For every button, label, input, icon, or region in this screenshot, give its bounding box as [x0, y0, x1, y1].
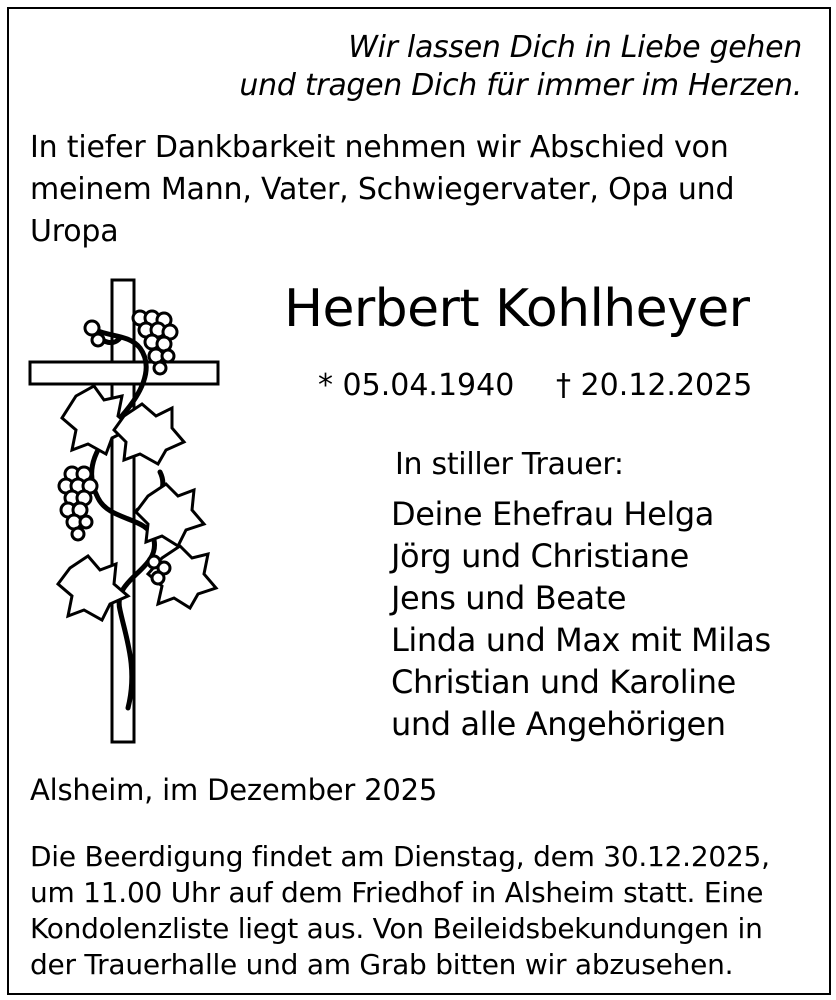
intro-line-2: meinem Mann, Vater, Schwiegervater, Opa und	[30, 172, 735, 207]
funeral-info-line: Kondolenzliste liegt aus. Von Beileidsbekundungen in	[30, 912, 763, 945]
birth-date: * 05.04.1940	[318, 368, 515, 403]
mourner-name: Deine Ehefrau Helga	[391, 495, 714, 533]
intro-line-3: Uropa	[30, 214, 119, 249]
mourner-name: Christian und Karoline	[391, 663, 736, 701]
place-date: Alsheim, im Dezember 2025	[30, 773, 438, 807]
mourner-name: Jens und Beate	[391, 579, 627, 617]
intro-line-1: In tiefer Dankbarkeit nehmen wir Abschied von	[30, 130, 729, 165]
funeral-info-line: Die Beerdigung findet am Dienstag, dem 30.12.2025,	[30, 840, 770, 873]
mourner-name: und alle Angehörigen	[391, 705, 726, 743]
funeral-info-line: um 11.00 Uhr auf dem Friedhof in Alsheim statt. Eine	[30, 876, 764, 909]
mourner-name: Jörg und Christiane	[391, 537, 689, 575]
deceased-name: Herbert Kohlheyer	[284, 279, 750, 339]
motto-line-2: und tragen Dich für immer im Herzen.	[239, 68, 802, 103]
mourner-name: Linda und Max mit Milas	[391, 621, 771, 659]
cross-with-grapevine-icon	[28, 278, 228, 748]
death-date: † 20.12.2025	[556, 368, 753, 403]
mourners-heading: In stiller Trauer:	[395, 447, 624, 482]
motto-line-1: Wir lassen Dich in Liebe gehen	[348, 30, 802, 65]
funeral-info-line: der Trauerhalle und am Grab bitten wir abzusehen.	[30, 948, 734, 981]
